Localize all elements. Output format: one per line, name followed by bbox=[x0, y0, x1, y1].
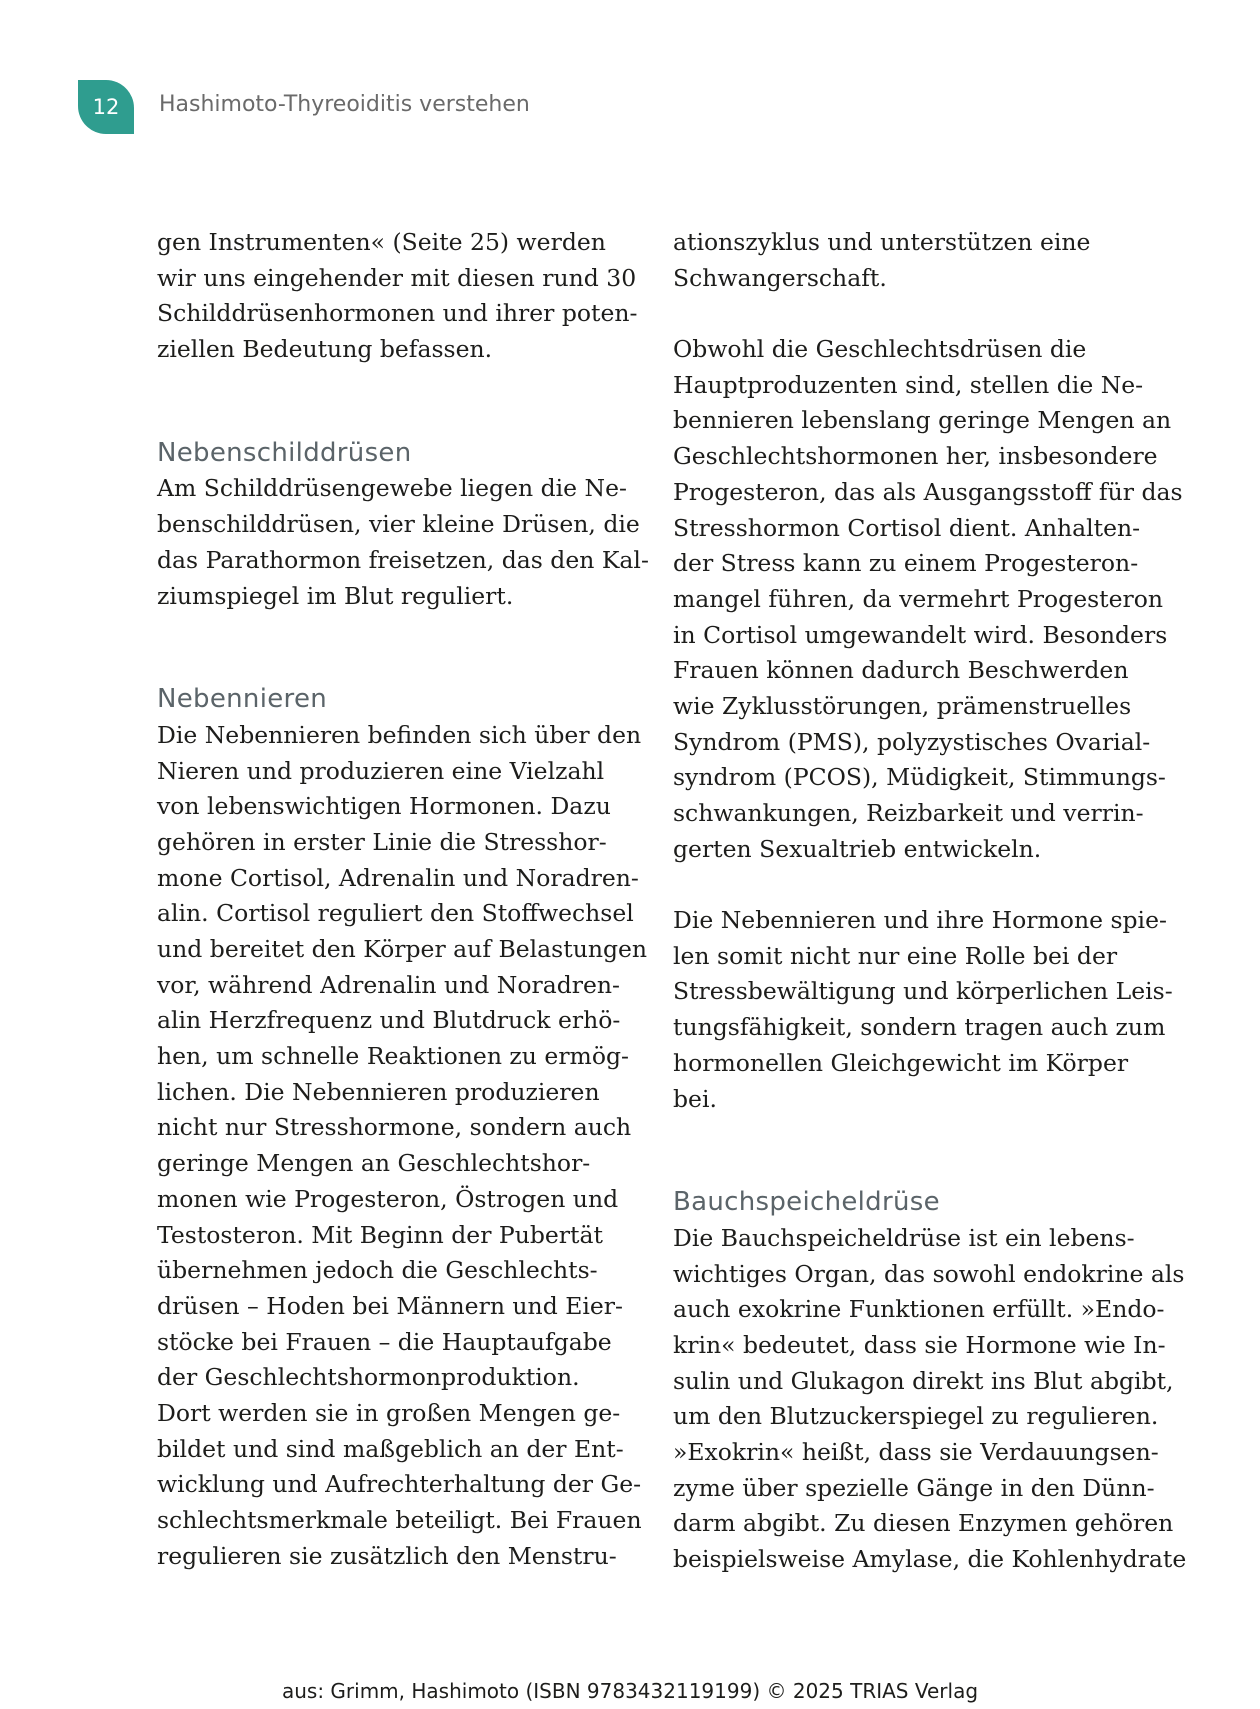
text-line: Die Nebennieren befinden sich über den bbox=[157, 720, 642, 749]
left-column bbox=[157, 225, 649, 1574]
text-line: der Geschlechtshormonproduktion. bbox=[157, 1363, 580, 1392]
text-line: Geschlechtshormonen her, insbesondere bbox=[673, 442, 1158, 471]
page-number-badge bbox=[78, 80, 134, 134]
text-line: Progesteron, das als Ausgangsstoff für das bbox=[673, 477, 1183, 506]
text-line: schlechtsmerkmale beteiligt. Bei Frauen bbox=[157, 1506, 642, 1534]
text-line: zyme über spezielle Gänge in den Dünn- bbox=[673, 1473, 1155, 1502]
text-line: Die Bauchspeicheldrüse ist ein lebens- bbox=[673, 1223, 1135, 1252]
paragraph bbox=[673, 332, 1183, 867]
text-line: alin Herzfrequenz und Blutdruck erhö- bbox=[157, 1006, 621, 1035]
text-line: Schwangerschaft. bbox=[673, 263, 887, 292]
text-line: Stresshormon Cortisol dient. Anhalten- bbox=[673, 513, 1141, 542]
text-line: benschilddrüsen, vier kleine Drüsen, die bbox=[157, 510, 640, 539]
text-line: »Exokrin« heißt, dass sie Verdauungsen- bbox=[673, 1438, 1159, 1466]
section-heading: Nebenschilddrüsen bbox=[157, 437, 412, 468]
text-line: monen wie Progesteron, Östrogen und bbox=[157, 1184, 619, 1213]
text-line: gehören in erster Linie die Stresshor- bbox=[157, 827, 607, 856]
text-line: von lebenswichtigen Hormonen. Dazu bbox=[157, 792, 611, 821]
right-column bbox=[673, 225, 1187, 1578]
text-line: drüsen – Hoden bei Männern und Eier- bbox=[157, 1291, 623, 1320]
text-line: vor, während Adrenalin und Noradren- bbox=[157, 970, 621, 999]
text-line: wichtiges Organ, das sowohl endokrine als bbox=[673, 1259, 1185, 1288]
text-line: schwankungen, Reizbarkeit und verrin- bbox=[673, 799, 1144, 827]
text-line: wie Zyklusstörungen, prämenstruelles bbox=[673, 691, 1132, 720]
section-nebenschilddruesen bbox=[157, 436, 649, 614]
intro-paragraph bbox=[157, 225, 637, 368]
text-line: regulieren sie zusätzlich den Menstru- bbox=[157, 1541, 617, 1570]
paragraph bbox=[673, 225, 1153, 296]
text-line: nicht nur Stresshormone, sondern auch bbox=[157, 1113, 632, 1142]
text-line: Testosteron. Mit Beginn der Pubertät bbox=[157, 1220, 603, 1249]
text-line: ziellen Bedeutung befassen. bbox=[157, 335, 493, 364]
section-bauchspeicheldruese bbox=[673, 1185, 1187, 1578]
text-line: Schilddrüsenhormonen und ihrer poten- bbox=[157, 299, 638, 328]
text-line: hormonellen Gleichgewicht im Körper bbox=[673, 1048, 1129, 1077]
source-footer: aus: Grimm, Hashimoto (ISBN 9783432119199) © 2025 TRIAS Verlag bbox=[281, 1679, 979, 1703]
text-line: wicklung und Aufrechterhaltung der Ge- bbox=[157, 1470, 642, 1499]
text-line: bei. bbox=[673, 1084, 717, 1113]
text-line: krin« bedeutet, dass sie Hormone wie In- bbox=[673, 1330, 1166, 1359]
text-line: gerten Sexualtrieb entwickeln. bbox=[673, 834, 1042, 863]
text-line: übernehmen jedoch die Geschlechts- bbox=[157, 1256, 598, 1285]
text-line: len somit nicht nur eine Rolle bei der bbox=[673, 941, 1118, 970]
text-line: geringe Mengen an Geschlechtshor- bbox=[157, 1149, 591, 1178]
text-line: ationszyklus und unterstützen eine bbox=[673, 228, 1091, 256]
section-nebennieren bbox=[157, 682, 648, 1574]
text-line: darm abgibt. Zu diesen Enzymen gehören bbox=[673, 1509, 1174, 1538]
text-line: um den Blutzuckerspiegel zu regulieren. bbox=[673, 1402, 1159, 1431]
paragraph bbox=[673, 903, 1173, 1117]
text-line: der Stress kann zu einem Progesteron- bbox=[673, 549, 1139, 578]
text-line: syndrom (PCOS), Müdigkeit, Stimmungs- bbox=[673, 763, 1166, 792]
text-line: beispielsweise Amylase, die Kohlenhydrate bbox=[673, 1545, 1187, 1574]
text-line: Stressbewältigung und körperlichen Leis- bbox=[673, 977, 1173, 1006]
text-line: tungsfähigkeit, sondern tragen auch zum bbox=[673, 1013, 1166, 1042]
text-line: gen Instrumenten« (Seite 25) werden bbox=[157, 228, 606, 256]
text-line: Die Nebennieren und ihre Hormone spie- bbox=[673, 906, 1167, 935]
text-line: und bereitet den Körper auf Belastungen bbox=[157, 935, 648, 963]
text-line: mangel führen, da vermehrt Progesteron bbox=[673, 584, 1164, 613]
text-line: sulin und Glukagon direkt ins Blut abgibt, bbox=[673, 1366, 1174, 1395]
text-line: Hauptproduzenten sind, stellen die Ne- bbox=[673, 370, 1144, 399]
text-line: ziumspiegel im Blut reguliert. bbox=[157, 581, 514, 610]
text-line: Obwohl die Geschlechtsdrüsen die bbox=[673, 335, 1087, 364]
text-line: das Parathormon freisetzen, das den Kal- bbox=[157, 545, 649, 574]
text-line: Frauen können dadurch Beschwerden bbox=[673, 656, 1129, 685]
text-line: mone Cortisol, Adrenalin und Noradren- bbox=[157, 863, 639, 892]
text-line: Syndrom (PMS), polyzystisches Ovarial- bbox=[673, 727, 1151, 756]
text-line: alin. Cortisol reguliert den Stoffwechsel bbox=[157, 899, 634, 928]
text-line: wir uns eingehender mit diesen rund 30 bbox=[157, 263, 637, 292]
text-line: Dort werden sie in großen Mengen ge- bbox=[157, 1398, 621, 1427]
text-line: in Cortisol umgewandelt wird. Besonders bbox=[673, 620, 1168, 649]
text-line: Nieren und produzieren eine Vielzahl bbox=[157, 756, 605, 785]
page-number: 12 bbox=[92, 95, 120, 119]
text-line: lichen. Die Nebennieren produzieren bbox=[157, 1077, 600, 1106]
text-line: bennieren lebenslang geringe Mengen an bbox=[673, 406, 1172, 435]
text-line: hen, um schnelle Reaktionen zu ermög- bbox=[157, 1042, 629, 1071]
section-heading: Nebennieren bbox=[157, 684, 328, 715]
text-line: Am Schilddrüsengewebe liegen die Ne- bbox=[157, 474, 627, 503]
text-line: stöcke bei Frauen – die Hauptaufgabe bbox=[157, 1327, 612, 1356]
text-line: auch exokrine Funktionen erfüllt. »Endo- bbox=[673, 1295, 1165, 1324]
text-line: bildet und sind maßgeblich an der Ent- bbox=[157, 1434, 624, 1463]
running-head: Hashimoto-Thyreoiditis verstehen bbox=[159, 92, 530, 117]
section-heading: Bauchspeicheldrüse bbox=[673, 1187, 940, 1218]
